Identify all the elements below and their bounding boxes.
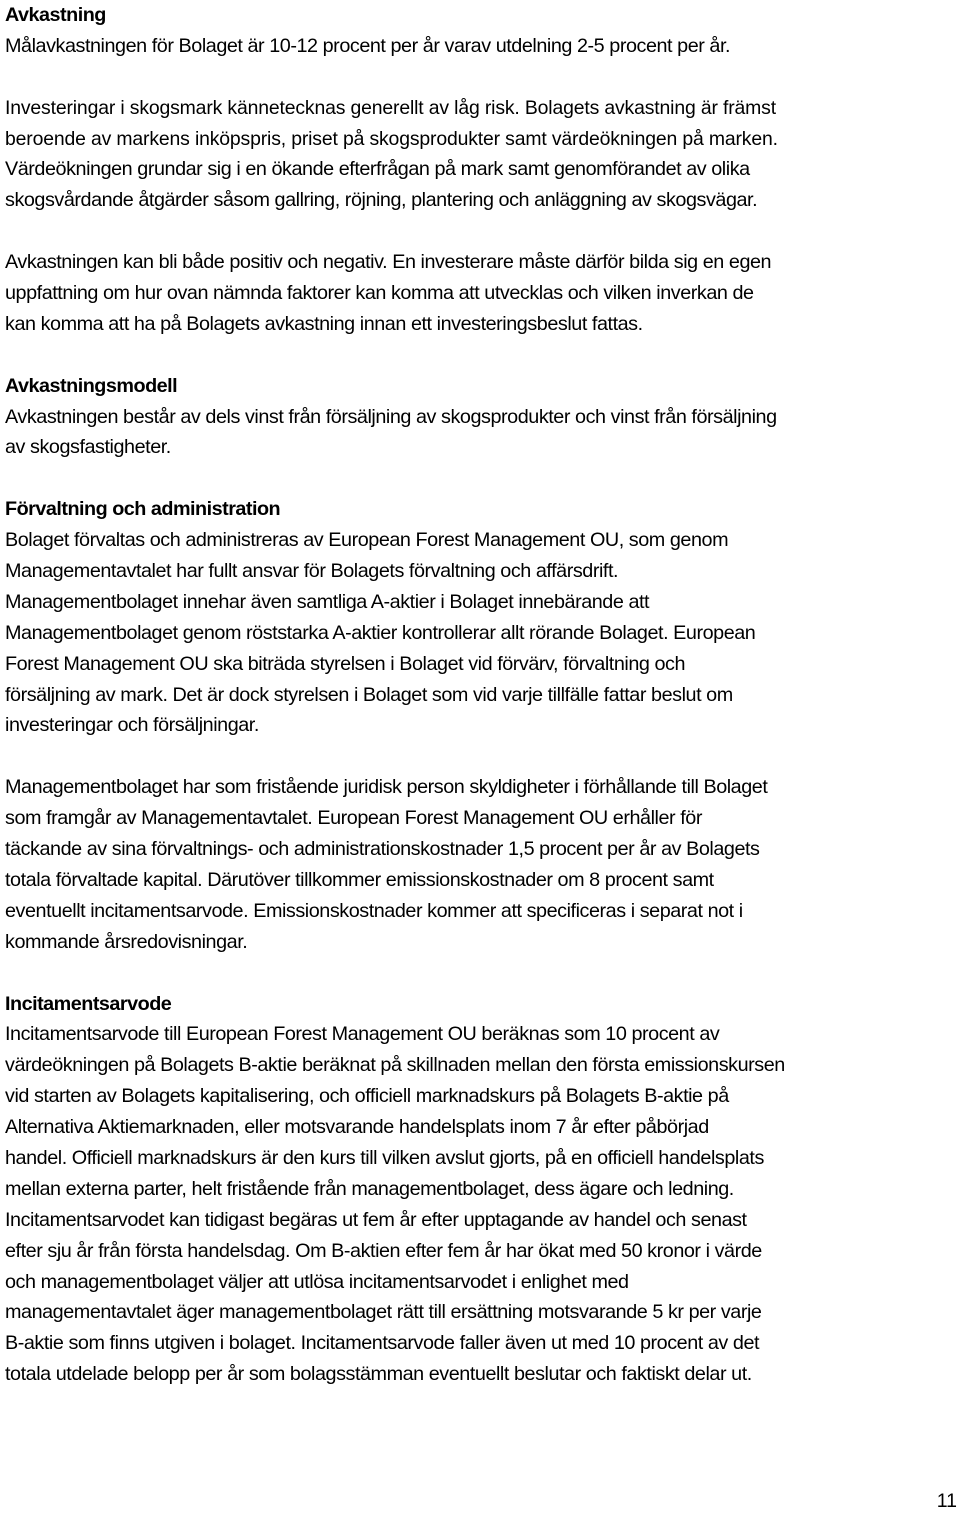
section-incitamentsarvode	[5, 989, 955, 1391]
paragraph-line: efter sju år från första handelsdag. Om B-aktien efter fem år har ökat med 50 kronor i värde	[5, 1239, 762, 1262]
paragraph-line: totala förvaltade kapital. Därutöver tillkommer emissionskostnader om 8 procent samt	[5, 868, 714, 891]
paragraph-line: mellan externa parter, helt fristående från managementbolaget, dess ägare och ledning.	[5, 1177, 734, 1200]
paragraph-line: som framgår av Managementavtalet. European Forest Management OU erhåller för	[5, 807, 702, 830]
paragraph-line: värdeökningen på Bolagets B-aktie beräknat på skillnaden mellan den första emissionskursen	[5, 1054, 785, 1077]
paragraph-line: Värdeökningen grundar sig i en ökande efterfrågan på mark samt genomförandet av olika	[5, 158, 750, 181]
section-positiv-negativ	[5, 247, 955, 340]
paragraph-line: uppfattning om hur ovan nämnda faktorer kan komma att utvecklas och vilken inverkan de	[5, 282, 754, 305]
paragraph-line: investeringar och försäljningar.	[5, 714, 259, 737]
section-risk	[5, 93, 955, 217]
paragraph-line: totala utdelade belopp per år som bolagsstämman eventuellt beslutar och faktiskt delar ut.	[5, 1363, 752, 1386]
paragraph-line: Managementbolaget innehar även samtliga A-aktier i Bolaget innebärande att	[5, 590, 650, 613]
section-forvaltning	[5, 494, 955, 741]
paragraph-line: Investeringar i skogsmark kännetecknas generellt av låg risk. Bolagets avkastning är främst	[5, 96, 776, 119]
paragraph-line: och managementbolaget väljer att utlösa incitamentsarvodet i enlighet med	[5, 1270, 629, 1293]
paragraph-line: eventuellt incitamentsarvode. Emissionskostnader kommer att specificeras i separat not i	[5, 899, 743, 922]
paragraph-line: Målavkastningen för Bolaget är 10-12 procent per år varav utdelning 2-5 procent per år.	[5, 34, 731, 57]
paragraph-line: Managementavtalet har fullt ansvar för Bolagets förvaltning och affärsdrift.	[5, 560, 619, 583]
paragraph-line: Forest Management OU ska biträda styrelsen i Bolaget vid förvärv, förvaltning och	[5, 652, 686, 675]
page-number: 11	[936, 1490, 957, 1512]
paragraph-line: Managementbolaget genom röststarka A-aktier kontrollerar allt rörande Bolaget. European	[5, 621, 756, 644]
paragraph-gap	[5, 958, 955, 989]
paragraph-line: Incitamentsarvodet kan tidigast begäras ut fem år efter upptagande av handel och senast	[5, 1208, 747, 1231]
heading-avkastning: Avkastning	[5, 4, 106, 26]
heading-avkastningsmodell: Avkastningsmodell	[5, 374, 178, 397]
paragraph-gap	[5, 463, 955, 494]
paragraph-line: handel. Officiell marknadskurs är den kurs till vilken avslut gjorts, på en officiell handelsplats	[5, 1146, 764, 1169]
paragraph-line: B-aktie som finns utgiven i bolaget. Incitamentsarvode faller även ut med 10 procent av det	[5, 1332, 760, 1355]
document-page	[5, 0, 955, 1390]
paragraph-line: av skogsfastigheter.	[5, 436, 171, 459]
paragraph-line: Avkastningen består av dels vinst från försäljning av skogsprodukter och vinst från försäljning	[5, 405, 777, 428]
paragraph-gap	[5, 62, 955, 93]
section-avkastningsmodell	[5, 371, 955, 464]
paragraph-line: försäljning av mark. Det är dock styrelsen i Bolaget som vid varje tillfälle fattar beslut om	[5, 683, 733, 706]
paragraph-line: Alternativa Aktiemarknaden, eller motsvarande handelsplats inom 7 år efter påbörjad	[5, 1116, 709, 1139]
heading-incitamentsarvode: Incitamentsarvode	[5, 992, 172, 1015]
heading-forvaltning: Förvaltning och administration	[5, 498, 281, 521]
paragraph-line: beroende av markens inköpspris, priset på skogsprodukter samt värdeökningen på marken.	[5, 127, 778, 150]
paragraph-gap	[5, 340, 955, 371]
paragraph-line: kommande årsredovisningar.	[5, 930, 248, 953]
paragraph-line: täckande av sina förvaltnings- och administrationskostnader 1,5 procent per år av Bolagets	[5, 838, 760, 861]
paragraph-line: skogsvårdande åtgärder såsom gallring, röjning, plantering och anläggning av skogsvägar.	[5, 189, 758, 212]
paragraph-gap	[5, 216, 955, 247]
paragraph-line: kan komma att ha på Bolagets avkastning innan ett investeringsbeslut fattas.	[5, 312, 643, 335]
paragraph-line: managementavtalet äger managementbolaget rätt till ersättning motsvarande 5 kr per varje	[5, 1301, 762, 1324]
paragraph-line: Avkastningen kan bli både positiv och negativ. En investerare måste därför bilda sig en egen	[5, 251, 772, 274]
section-juridisk	[5, 772, 955, 957]
paragraph-line: vid starten av Bolagets kapitalisering, och officiell marknadskurs på Bolagets B-aktie på	[5, 1085, 729, 1108]
paragraph-line: Managementbolaget har som fristående juridisk person skyldigheter i förhållande till Bolaget	[5, 776, 768, 799]
paragraph-line: Bolaget förvaltas och administreras av European Forest Management OU, som genom	[5, 529, 729, 552]
paragraph-gap	[5, 741, 955, 772]
paragraph-line: Incitamentsarvode till European Forest Management OU beräknas som 10 procent av	[5, 1023, 720, 1046]
section-avkastning	[5, 0, 955, 62]
